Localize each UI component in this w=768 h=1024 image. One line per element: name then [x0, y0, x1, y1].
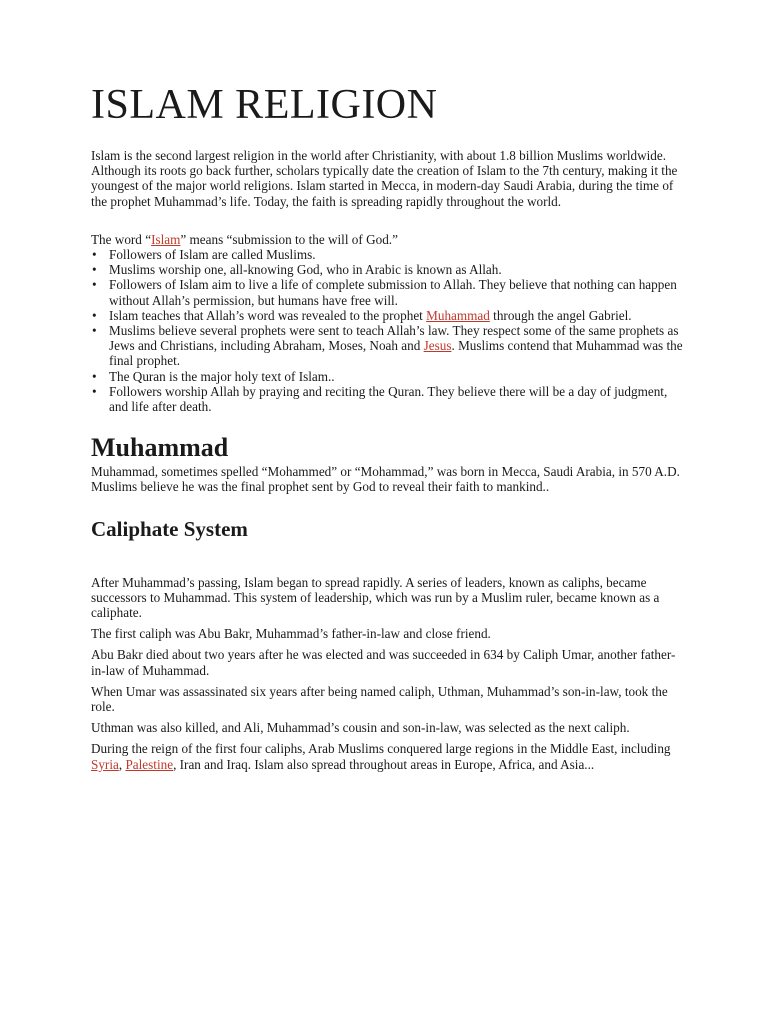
word-definition-suffix: ” means “submission to the will of God.” [180, 231, 398, 247]
list-item-text: Muslims believe several prophets were sent to teach Allah’s law. They respect some of the same prophets as Jews and Christians, including Abraham, Moses, Noah and [109, 323, 679, 354]
list-item [109, 308, 684, 323]
list-item [109, 323, 684, 369]
caliphate-paragraph: Uthman was also killed, and Ali, Muhammad’s cousin and son-in-law, was selected as the next caliph. [91, 720, 630, 736]
facts-list [91, 247, 684, 414]
list-item-text: through the angel Gabriel. [489, 307, 632, 323]
list-item: • Followers worship Allah by praying and reciting the Quran. They believe there will be a day of judgment, and life after death. [109, 384, 684, 414]
intro-paragraph: Islam is the second largest religion in the world after Christianity, with about 1.8 billion Muslims worldwide. Although its roots go back further, scholars typically date the creation of Islam to the 7th century, making it the youngest of the major world religions. Islam started in Mecca, in modern-day Saudi Arabia, during the time of the prophet Muhammad’s life. Today, the faith is spreading rapidly throughout the world. [91, 148, 678, 209]
list-item: • Muslims worship one, all-knowing God, who in Arabic is known as Allah. [109, 262, 684, 277]
caliphate-paragraph: When Umar was assassinated six years after being named caliph, Uthman, Muhammad’s son-in-law, took the role. [91, 683, 668, 715]
islam-link[interactable]: Islam [151, 231, 181, 247]
list-item: • Followers of Islam aim to live a life of complete submission to Allah. They believe that nothing can happen without Allah’s permission, but humans have free will. [109, 277, 684, 307]
caliphate-paragraph: The first caliph was Abu Bakr, Muhammad’s father-in-law and close friend. [91, 626, 491, 642]
list-item-text: . Muslims contend that Muhammad was the final prophet. [109, 338, 683, 369]
muhammad-heading: Muhammad [91, 433, 229, 463]
list-item-text: Islam teaches that Allah’s word was revealed to the prophet [109, 307, 427, 323]
syria-link[interactable]: Syria [91, 756, 119, 772]
paragraph-text: , [118, 756, 126, 772]
paragraph-text: During the reign of the first four caliphs, Arab Muslims conquered large regions in the Middle East, including [91, 741, 671, 757]
caliphate-paragraph: Abu Bakr died about two years after he was elected and was succeeded in 634 by Caliph Umar, another father-in-law of Muhammad. [91, 647, 676, 678]
paragraph-text: , Iran and Iraq. Islam also spread throughout areas in Europe, Africa, and Asia... [173, 756, 595, 772]
palestine-link[interactable]: Palestine [125, 756, 174, 772]
caliphate-paragraph [91, 741, 684, 771]
caliphate-heading: Caliphate System [91, 516, 248, 541]
word-definition-prefix: The word “ [91, 231, 152, 247]
caliphate-paragraph: After Muhammad’s passing, Islam began to spread rapidly. A series of leaders, known as caliphs, became successors to Muhammad. This system of leadership, which was run by a Muslim ruler, became known as a caliphate. [91, 574, 660, 621]
jesus-link[interactable]: Jesus [423, 338, 452, 354]
list-item: • The Quran is the major holy text of Islam.. [109, 369, 684, 384]
list-item: • Followers of Islam are called Muslims. [109, 247, 684, 262]
word-definition-line [91, 232, 684, 247]
muhammad-paragraph: Muhammad, sometimes spelled “Mohammed” or “Mohammad,” was born in Mecca, Saudi Arabia, in 570 A.D. Muslims believe he was the final prophet sent by God to reveal their faith to mankind.. [91, 464, 680, 495]
muhammad-link[interactable]: Muhammad [426, 307, 490, 323]
page-title: ISLAM RELIGION [91, 82, 438, 128]
